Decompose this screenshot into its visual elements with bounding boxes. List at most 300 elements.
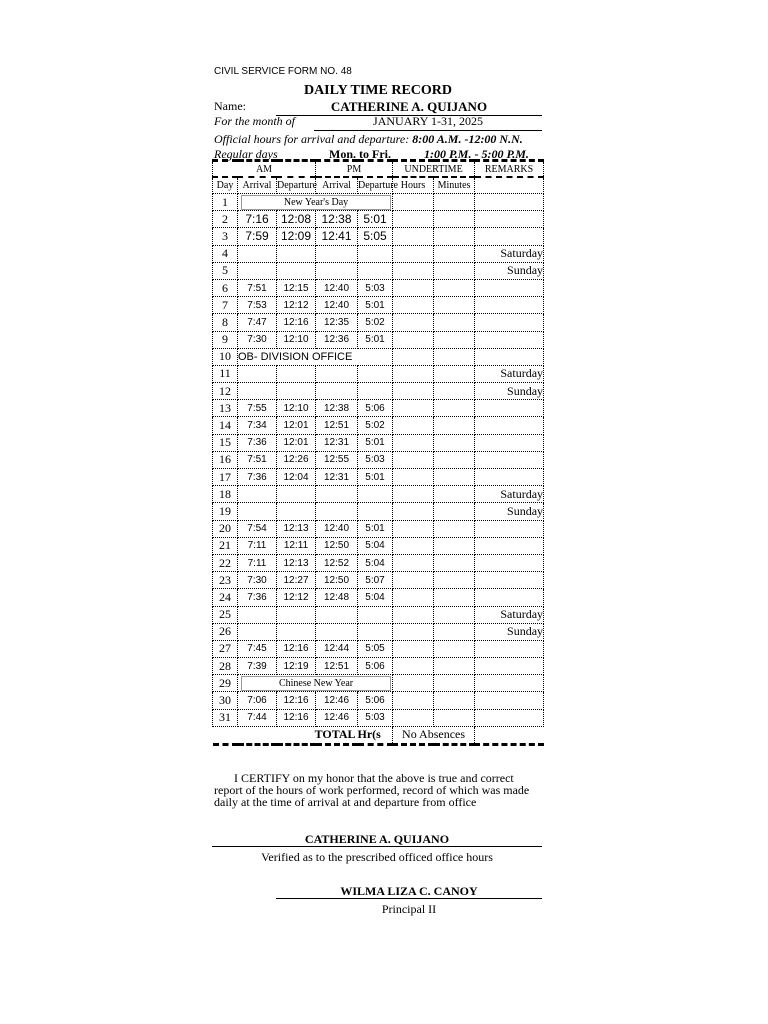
- table-row: [213, 486, 544, 503]
- pm-header: PM: [316, 161, 393, 178]
- undertime-hours-cell: [393, 658, 434, 675]
- am-departure-cell: 12:13: [277, 520, 316, 537]
- pm-departure-cell: 5:01: [358, 331, 393, 348]
- day-cell: 17: [213, 469, 238, 486]
- day-cell: 26: [213, 623, 238, 640]
- undertime-minutes-cell: [434, 675, 475, 692]
- pm-departure-cell: 5:01: [358, 297, 393, 314]
- undertime-hours-cell: [393, 692, 434, 709]
- am-arrival-cell: 7:30: [238, 331, 277, 348]
- table-row: [213, 400, 544, 417]
- pm-departure-cell: 5:03: [358, 451, 393, 468]
- undertime-hours-cell: [393, 520, 434, 537]
- table-row: [213, 417, 544, 434]
- day-cell: 1: [213, 194, 238, 211]
- undertime-hours-cell: [393, 503, 434, 520]
- remarks-cell: Sunday: [475, 262, 544, 279]
- undertime-minutes-cell: [434, 692, 475, 709]
- am-arrival-cell: [238, 486, 277, 503]
- am-arrival-cell: 7:53: [238, 297, 277, 314]
- pm-departure-cell: 5:01: [358, 520, 393, 537]
- undertime-hours-cell: [393, 675, 434, 692]
- table-row: [213, 279, 544, 296]
- undertime-hours-cell: [393, 589, 434, 606]
- undertime-minutes-cell: [434, 606, 475, 623]
- undertime-minutes-cell: [434, 228, 475, 245]
- table-row: [213, 623, 544, 640]
- total-hours-label: Hr(s: [357, 727, 381, 742]
- pm-departure-cell: 5:06: [358, 692, 393, 709]
- day-cell: 24: [213, 589, 238, 606]
- undertime-minutes-cell: [434, 623, 475, 640]
- am-departure-cell: 12:16: [277, 709, 316, 726]
- pm-departure-cell: 5:04: [358, 589, 393, 606]
- pm-arrival-cell: [316, 606, 358, 623]
- official-business-cell: OB- DIVISION OFFICE: [238, 348, 393, 365]
- pm-arrival-cell: 12:51: [316, 658, 358, 675]
- pm-hours: 1:00 P.M. - 5:00 P.M.: [424, 147, 529, 161]
- page-title: DAILY TIME RECORD: [303, 83, 453, 98]
- am-arrival-cell: 7:36: [238, 434, 277, 451]
- am-arrival-cell: 7:36: [238, 589, 277, 606]
- am-departure-cell: 12:16: [277, 314, 316, 331]
- day-cell: 12: [213, 383, 238, 400]
- undertime-hours-cell: [393, 365, 434, 382]
- pm-arrival-cell: 12:38: [316, 400, 358, 417]
- pm-arrival-cell: 12:46: [316, 709, 358, 726]
- undertime-minutes-cell: [434, 400, 475, 417]
- undertime-minutes-cell: [434, 451, 475, 468]
- holiday-cell: [238, 194, 393, 211]
- undertime-hours-cell: [393, 451, 434, 468]
- am-arrival-cell: 7:16: [238, 211, 277, 228]
- pm-arrival-cell: [316, 262, 358, 279]
- pm-arrival-cell: 12:51: [316, 417, 358, 434]
- col-am-arrival: Arrival: [238, 177, 277, 194]
- pm-departure-cell: 5:01: [358, 434, 393, 451]
- remarks-cell: Saturday: [475, 606, 544, 623]
- col-minutes: Minutes: [434, 177, 475, 194]
- remarks-cell: [475, 400, 544, 417]
- undertime-header: UNDERTIME: [393, 161, 475, 178]
- pm-arrival-cell: [316, 623, 358, 640]
- col-am-departure: Departure: [277, 177, 316, 194]
- undertime-minutes-cell: [434, 640, 475, 657]
- am-departure-cell: [277, 503, 316, 520]
- pm-departure-cell: 5:01: [358, 469, 393, 486]
- holiday-label: Chinese New Year: [241, 676, 391, 691]
- am-arrival-cell: 7:54: [238, 520, 277, 537]
- day-cell: 6: [213, 279, 238, 296]
- am-arrival-cell: [238, 365, 277, 382]
- remarks-cell: [475, 417, 544, 434]
- remarks-cell: [475, 434, 544, 451]
- pm-arrival-cell: 12:48: [316, 589, 358, 606]
- pm-arrival-cell: 12:55: [316, 451, 358, 468]
- am-departure-cell: 12:27: [277, 572, 316, 589]
- remarks-cell: [475, 451, 544, 468]
- am-departure-cell: [277, 486, 316, 503]
- employee-name: CATHERINE A. QUIJANO: [276, 99, 542, 116]
- table-row: [213, 262, 544, 279]
- am-arrival-cell: [238, 503, 277, 520]
- no-absences: No Absences: [393, 726, 475, 744]
- undertime-hours-cell: [393, 486, 434, 503]
- pm-departure-cell: 5:05: [358, 228, 393, 245]
- day-cell: 10: [213, 348, 238, 365]
- col-day: Day: [213, 177, 238, 194]
- pm-departure-cell: 5:02: [358, 417, 393, 434]
- undertime-hours-cell: [393, 434, 434, 451]
- day-cell: 2: [213, 211, 238, 228]
- day-cell: 28: [213, 658, 238, 675]
- pm-departure-cell: 5:06: [358, 658, 393, 675]
- pm-departure-cell: 5:04: [358, 537, 393, 554]
- remarks-cell: [475, 709, 544, 726]
- am-departure-cell: 12:15: [277, 279, 316, 296]
- am-header: AM: [213, 161, 316, 178]
- day-cell: 30: [213, 692, 238, 709]
- pm-departure-cell: [358, 503, 393, 520]
- table-row: [213, 434, 544, 451]
- official-hours-label: Official hours for arrival and departure:: [214, 132, 410, 146]
- remarks-header: REMARKS: [475, 161, 544, 178]
- remarks-cell: Sunday: [475, 383, 544, 400]
- remarks-cell: [475, 314, 544, 331]
- pm-arrival-cell: [316, 245, 358, 262]
- am-departure-cell: 12:01: [277, 434, 316, 451]
- undertime-hours-cell: [393, 537, 434, 554]
- undertime-minutes-cell: [434, 469, 475, 486]
- remarks-cell: Sunday: [475, 503, 544, 520]
- am-arrival-cell: 7:11: [238, 537, 277, 554]
- day-cell: 23: [213, 572, 238, 589]
- col-hours: Hours: [393, 177, 434, 194]
- am-arrival-cell: 7:55: [238, 400, 277, 417]
- table-row: [213, 451, 544, 468]
- undertime-hours-cell: [393, 400, 434, 417]
- day-cell: 8: [213, 314, 238, 331]
- col-pm-departure: Departure: [358, 177, 393, 194]
- remarks-cell: [475, 520, 544, 537]
- pm-departure-cell: [358, 245, 393, 262]
- undertime-hours-cell: [393, 211, 434, 228]
- day-cell: 22: [213, 554, 238, 571]
- day-cell: 20: [213, 520, 238, 537]
- day-cell: 9: [213, 331, 238, 348]
- month-value: JANUARY 1-31, 2025: [314, 114, 542, 131]
- remarks-cell: [475, 554, 544, 571]
- undertime-hours-cell: [393, 348, 434, 365]
- table-row: [213, 194, 544, 211]
- holiday-cell: [238, 675, 393, 692]
- undertime-minutes-cell: [434, 520, 475, 537]
- pm-arrival-cell: 12:31: [316, 434, 358, 451]
- remarks-cell: [475, 692, 544, 709]
- am-arrival-cell: 7:51: [238, 451, 277, 468]
- day-cell: 25: [213, 606, 238, 623]
- day-cell: 19: [213, 503, 238, 520]
- employee-signature-name: CATHERINE A. QUIJANO: [212, 832, 542, 847]
- undertime-hours-cell: [393, 228, 434, 245]
- undertime-hours-cell: [393, 279, 434, 296]
- am-departure-cell: 12:16: [277, 640, 316, 657]
- pm-arrival-cell: [316, 383, 358, 400]
- table-row: [213, 383, 544, 400]
- pm-arrival-cell: 12:36: [316, 331, 358, 348]
- pm-departure-cell: 5:03: [358, 709, 393, 726]
- undertime-minutes-cell: [434, 417, 475, 434]
- verified-text: Verified as to the prescribed officed office hours: [261, 850, 493, 864]
- undertime-minutes-cell: [434, 486, 475, 503]
- pm-arrival-cell: 12:31: [316, 469, 358, 486]
- pm-arrival-cell: 12:52: [316, 554, 358, 571]
- pm-arrival-cell: 12:40: [316, 520, 358, 537]
- holiday-label: New Year's Day: [241, 195, 391, 210]
- pm-departure-cell: [358, 383, 393, 400]
- undertime-hours-cell: [393, 245, 434, 262]
- pm-departure-cell: 5:02: [358, 314, 393, 331]
- pm-departure-cell: [358, 623, 393, 640]
- pm-arrival-cell: 12:38: [316, 211, 358, 228]
- undertime-hours-cell: [393, 554, 434, 571]
- undertime-minutes-cell: [434, 194, 475, 211]
- am-arrival-cell: [238, 262, 277, 279]
- undertime-hours-cell: [393, 417, 434, 434]
- day-cell: 3: [213, 228, 238, 245]
- am-arrival-cell: 7:59: [238, 228, 277, 245]
- pm-arrival-cell: [316, 365, 358, 382]
- am-hours: 8:00 A.M. -12:00 N.N.: [412, 132, 523, 146]
- official-hours: [214, 132, 523, 147]
- am-departure-cell: [277, 262, 316, 279]
- table-row: [213, 658, 544, 675]
- remarks-cell: [475, 675, 544, 692]
- table-row: [213, 640, 544, 657]
- am-arrival-cell: 7:51: [238, 279, 277, 296]
- pm-departure-cell: 5:04: [358, 554, 393, 571]
- undertime-minutes-cell: [434, 709, 475, 726]
- am-departure-cell: 12:09: [277, 228, 316, 245]
- total-remarks-cell: [475, 726, 544, 744]
- undertime-hours-cell: [393, 623, 434, 640]
- pm-arrival-cell: 12:35: [316, 314, 358, 331]
- am-arrival-cell: 7:45: [238, 640, 277, 657]
- remarks-cell: [475, 537, 544, 554]
- am-arrival-cell: 7:47: [238, 314, 277, 331]
- am-arrival-cell: 7:44: [238, 709, 277, 726]
- day-cell: 14: [213, 417, 238, 434]
- pm-departure-cell: [358, 262, 393, 279]
- undertime-minutes-cell: [434, 434, 475, 451]
- table-row: [213, 348, 544, 365]
- am-arrival-cell: [238, 623, 277, 640]
- table-row: [213, 365, 544, 382]
- am-arrival-cell: [238, 606, 277, 623]
- undertime-hours-cell: [393, 709, 434, 726]
- remarks-cell: [475, 589, 544, 606]
- month-label: For the month of: [214, 114, 295, 128]
- table-row: [213, 469, 544, 486]
- am-departure-cell: 12:13: [277, 554, 316, 571]
- remarks-cell: [475, 297, 544, 314]
- table-row: [213, 692, 544, 709]
- day-cell: 13: [213, 400, 238, 417]
- table-row: [213, 520, 544, 537]
- table-row: [213, 314, 544, 331]
- time-record-table: [212, 159, 544, 746]
- table-row: [213, 675, 544, 692]
- am-departure-cell: 12:10: [277, 331, 316, 348]
- day-cell: 27: [213, 640, 238, 657]
- am-departure-cell: 12:08: [277, 211, 316, 228]
- table-row: [213, 297, 544, 314]
- pm-arrival-cell: [316, 503, 358, 520]
- pm-departure-cell: 5:01: [358, 211, 393, 228]
- undertime-minutes-cell: [434, 297, 475, 314]
- remarks-cell: [475, 658, 544, 675]
- table-row: [213, 245, 544, 262]
- certification-text: I CERTIFY on my honor that the above is true and correct report of the hours of work performed, record of which was made daily at the time of arrival at and departure from office: [214, 771, 530, 809]
- pm-arrival-cell: 12:50: [316, 537, 358, 554]
- pm-departure-cell: 5:03: [358, 279, 393, 296]
- am-departure-cell: [277, 365, 316, 382]
- pm-arrival-cell: 12:40: [316, 279, 358, 296]
- day-cell: 7: [213, 297, 238, 314]
- day-cell: 15: [213, 434, 238, 451]
- pm-arrival-cell: 12:50: [316, 572, 358, 589]
- undertime-minutes-cell: [434, 554, 475, 571]
- form-number: CIVIL SERVICE FORM NO. 48: [214, 66, 352, 77]
- am-departure-cell: 12:11: [277, 537, 316, 554]
- day-cell: 31: [213, 709, 238, 726]
- supervisor-title: Principal II: [381, 902, 437, 916]
- am-arrival-cell: [238, 245, 277, 262]
- supervisor-name: WILMA LIZA C. CANOY: [276, 884, 542, 899]
- remarks-cell: [475, 331, 544, 348]
- col-pm-arrival: Arrival: [316, 177, 358, 194]
- am-arrival-cell: [238, 383, 277, 400]
- remarks-cell: [475, 348, 544, 365]
- pm-departure-cell: 5:07: [358, 572, 393, 589]
- remarks-cell: [475, 228, 544, 245]
- am-departure-cell: 12:01: [277, 417, 316, 434]
- undertime-hours-cell: [393, 331, 434, 348]
- pm-arrival-cell: [316, 486, 358, 503]
- table-row: [213, 211, 544, 228]
- am-arrival-cell: 7:34: [238, 417, 277, 434]
- undertime-minutes-cell: [434, 279, 475, 296]
- pm-departure-cell: 5:05: [358, 640, 393, 657]
- am-departure-cell: 12:16: [277, 692, 316, 709]
- undertime-minutes-cell: [434, 589, 475, 606]
- undertime-minutes-cell: [434, 331, 475, 348]
- pm-arrival-cell: 12:41: [316, 228, 358, 245]
- am-departure-cell: 12:12: [277, 589, 316, 606]
- name-label: Name:: [214, 99, 246, 113]
- regular-days-label: Regular days: [214, 147, 278, 161]
- table-row: [213, 589, 544, 606]
- pm-arrival-cell: 12:46: [316, 692, 358, 709]
- total-label: TOTAL: [314, 727, 356, 742]
- remarks-cell: [475, 572, 544, 589]
- table-row: [213, 503, 544, 520]
- undertime-minutes-cell: [434, 262, 475, 279]
- undertime-hours-cell: [393, 640, 434, 657]
- remarks-cell: Saturday: [475, 245, 544, 262]
- am-departure-cell: 12:12: [277, 297, 316, 314]
- am-arrival-cell: 7:39: [238, 658, 277, 675]
- undertime-minutes-cell: [434, 211, 475, 228]
- undertime-hours-cell: [393, 469, 434, 486]
- undertime-minutes-cell: [434, 658, 475, 675]
- undertime-minutes-cell: [434, 314, 475, 331]
- day-cell: 21: [213, 537, 238, 554]
- pm-departure-cell: [358, 365, 393, 382]
- undertime-hours-cell: [393, 314, 434, 331]
- undertime-minutes-cell: [434, 503, 475, 520]
- undertime-minutes-cell: [434, 383, 475, 400]
- day-cell: 4: [213, 245, 238, 262]
- am-arrival-cell: 7:30: [238, 572, 277, 589]
- undertime-hours-cell: [393, 297, 434, 314]
- table-row: [213, 606, 544, 623]
- remarks-cell: [475, 640, 544, 657]
- undertime-minutes-cell: [434, 572, 475, 589]
- pm-arrival-cell: 12:44: [316, 640, 358, 657]
- undertime-hours-cell: [393, 194, 434, 211]
- table-row: [213, 554, 544, 571]
- pm-departure-cell: [358, 606, 393, 623]
- am-departure-cell: 12:26: [277, 451, 316, 468]
- pm-departure-cell: [358, 486, 393, 503]
- am-arrival-cell: 7:36: [238, 469, 277, 486]
- am-departure-cell: 12:19: [277, 658, 316, 675]
- undertime-minutes-cell: [434, 365, 475, 382]
- undertime-minutes-cell: [434, 537, 475, 554]
- am-departure-cell: 12:10: [277, 400, 316, 417]
- remarks-cell: Saturday: [475, 365, 544, 382]
- remarks-cell: Sunday: [475, 623, 544, 640]
- regular-days: Mon. to Fri.: [329, 147, 391, 161]
- day-cell: 11: [213, 365, 238, 382]
- undertime-hours-cell: [393, 606, 434, 623]
- remarks-cell: [475, 194, 544, 211]
- table-row: [213, 709, 544, 726]
- remarks-cell: [475, 279, 544, 296]
- day-cell: 29: [213, 675, 238, 692]
- undertime-hours-cell: [393, 383, 434, 400]
- am-departure-cell: [277, 383, 316, 400]
- undertime-hours-cell: [393, 572, 434, 589]
- day-cell: 16: [213, 451, 238, 468]
- remarks-cell: Saturday: [475, 486, 544, 503]
- col-remarks: [475, 177, 544, 194]
- table-row: [213, 537, 544, 554]
- table-row: [213, 331, 544, 348]
- remarks-cell: [475, 211, 544, 228]
- am-departure-cell: [277, 245, 316, 262]
- am-departure-cell: [277, 623, 316, 640]
- am-arrival-cell: 7:06: [238, 692, 277, 709]
- table-row: [213, 228, 544, 245]
- remarks-cell: [475, 469, 544, 486]
- am-departure-cell: 12:04: [277, 469, 316, 486]
- day-cell: 5: [213, 262, 238, 279]
- am-arrival-cell: 7:11: [238, 554, 277, 571]
- am-departure-cell: [277, 606, 316, 623]
- undertime-minutes-cell: [434, 245, 475, 262]
